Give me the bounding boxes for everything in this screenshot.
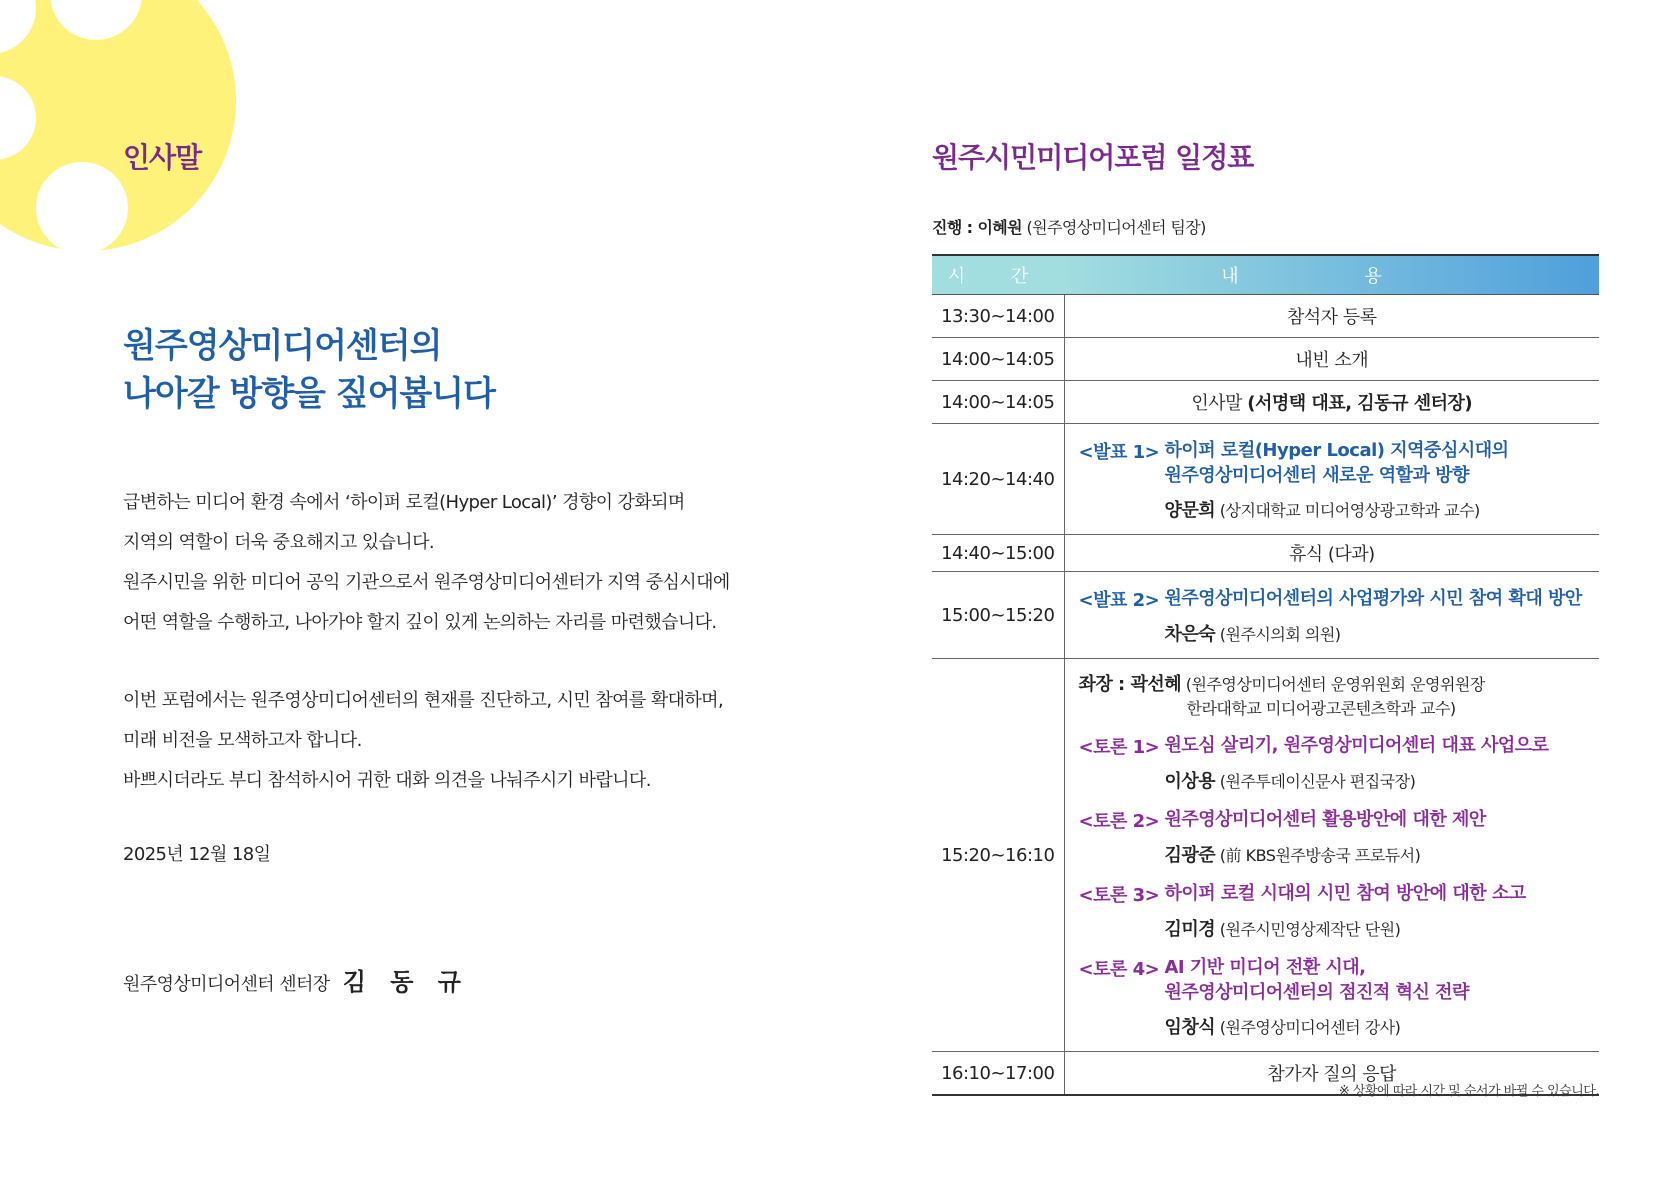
speaker-affiliation: (원주영상미디어센터 강사) [1219,1018,1401,1037]
discussion-2 [1079,807,1600,867]
letter-date: 2025년 12월 18일 [123,844,271,865]
table-row [932,424,1599,535]
moderator-detail: (원주영상미디어센터 팀장) [1026,218,1206,237]
table-row [932,572,1599,659]
greeting-heading: 인사말 [123,141,202,174]
signature-title: 원주영상미디어센터 센터장 [123,974,330,995]
presentation-2 [1064,572,1599,659]
discussion-label: <토론 3> [1078,885,1160,906]
speaker-name: 김광준 [1164,845,1216,866]
speaker [1165,620,1600,646]
row-content: 참석자 등록 [1064,295,1599,338]
discussion-1 [1079,733,1600,793]
speaker [1165,496,1600,522]
row-time: 13:30~14:00 [932,295,1064,338]
discussion-title [1165,955,1469,1005]
speaker-name: 김미경 [1164,919,1216,940]
chair-detail-2: 한라대학교 미디어광고콘텐츠학과 교수) [1186,699,1456,718]
discussion-title-line: 원주영상미디어센터의 점진적 혁신 전략 [1164,982,1469,1003]
discussion-label: <토론 1> [1078,737,1160,758]
speaker [1165,1013,1600,1039]
body-line: 미래 비전을 모색하고자 합니다. [123,730,362,751]
discussion-title: 하이퍼 로컬 시대의 시민 참여 방안에 대한 소고 [1164,883,1526,904]
discussion-title: 원도심 살리기, 원주영상미디어센터 대표 사업으로 [1164,735,1549,756]
greeting-title [123,322,495,418]
row-content: 참가자 질의 응답 [1064,1052,1599,1096]
presentation-1 [1064,424,1599,535]
schedule-title: 원주시민미디어포럼 일정표 [932,141,1254,174]
discussion-3 [1079,881,1600,941]
body-line: 이번 포럼에서는 원주영상미디어센터의 현재를 진단하고, 시민 참여를 확대하며, [123,690,724,711]
greeting-title-line-1: 원주영상미디어센터의 [123,326,442,366]
presentation-label: <발표 1> [1078,442,1160,463]
row-content [1064,381,1599,424]
row-content: 휴식 (다과) [1064,535,1599,572]
speaker-affiliation: (원주투데이신문사 편집국장) [1219,772,1416,791]
film-reel-decoration [0,0,236,266]
row-time: 14:40~15:00 [932,535,1064,572]
discussion-title: 원주영상미디어센터 활용방안에 대한 제안 [1164,809,1486,830]
body-line: 지역의 역할이 더욱 중요해지고 있습니다. [123,532,435,553]
table-row [932,338,1599,381]
table-row [932,659,1599,1052]
schedule-footnote: ※ 상황에 따라 시간 및 순서가 바뀔 수 있습니다. [1338,1084,1599,1099]
row-time: 14:00~14:05 [932,381,1064,424]
discussion-4 [1079,955,1600,1039]
presentation-title-line: 원주영상미디어센터 새로운 역할과 방향 [1164,465,1469,486]
moderator-label: 진행 : 이혜원 [932,218,1023,237]
schedule-table [932,254,1599,1096]
row-time: 16:10~17:00 [932,1052,1064,1096]
presentation-label: <발표 2> [1078,590,1160,611]
greeting-session: 인사말 [1191,393,1243,414]
discussion-title-line: AI 기반 미디어 전환 시대, [1164,957,1366,978]
speaker-affiliation: (前 KBS원주방송국 프로듀서) [1219,846,1421,865]
moderator-info [932,215,1206,238]
body-line: 급변하는 미디어 환경 속에서 ‘하이퍼 로컬(Hyper Local)’ 경향이 강화되며 [123,492,685,513]
row-time: 14:00~14:05 [932,338,1064,381]
row-time: 15:20~16:10 [932,659,1064,1052]
discussion-label: <토론 4> [1078,959,1160,980]
speaker-name: 차은숙 [1164,624,1216,645]
speaker-affiliation: (원주시민영상제작단 단원) [1219,920,1401,939]
speaker-name: 임창식 [1164,1017,1216,1038]
greeting-body [123,483,763,801]
body-line: 어떤 역할을 수행하고, 나아가야 할지 깊이 있게 논의하는 자리를 마련했습니다. [123,612,717,633]
presentation-title-line: 하이퍼 로컬(Hyper Local) 지역중심시대의 [1164,440,1509,461]
header-time: 시 간 [932,255,1064,295]
speaker [1165,915,1600,941]
presentation-title: 원주영상미디어센터의 사업평가와 시민 참여 확대 방안 [1164,588,1582,609]
speaker [1165,841,1600,867]
row-time: 14:20~14:40 [932,424,1064,535]
signature [123,962,469,997]
row-time: 15:00~15:20 [932,572,1064,659]
table-row [932,381,1599,424]
discussion-label: <토론 2> [1078,811,1160,832]
speaker-name: 양문희 [1164,500,1216,521]
presentation-title [1165,438,1509,488]
row-content: 내빈 소개 [1064,338,1599,381]
body-line: 원주시민을 위한 미디어 공익 기관으로서 원주영상미디어센터가 지역 중심시대에 [123,572,730,593]
body-line: 바쁘시더라도 부디 참석하시어 귀한 대화 의견을 나눠주시기 바랍니다. [123,770,651,791]
chair-info [1079,673,1600,721]
speaker [1165,767,1600,793]
table-row [932,535,1599,572]
chair-label: 좌장 : 곽선혜 [1078,674,1182,695]
greeting-title-line-2: 나아갈 방향을 짚어봅니다 [123,374,495,414]
chair-detail-1: (원주영상미디어센터 운영위원회 운영위원장 [1185,675,1485,694]
signature-name: 김 동 규 [342,968,469,996]
speaker-name: 이상용 [1164,771,1216,792]
header-content: 내 용 [1064,255,1599,295]
discussion-session [1064,659,1599,1052]
table-row [932,295,1599,338]
speaker-affiliation: (상지대학교 미디어영상광고학과 교수) [1219,501,1480,520]
speaker-affiliation: (원주시의회 의원) [1219,625,1341,644]
greeting-speakers: (서명택 대표, 김동규 센터장) [1247,393,1473,414]
